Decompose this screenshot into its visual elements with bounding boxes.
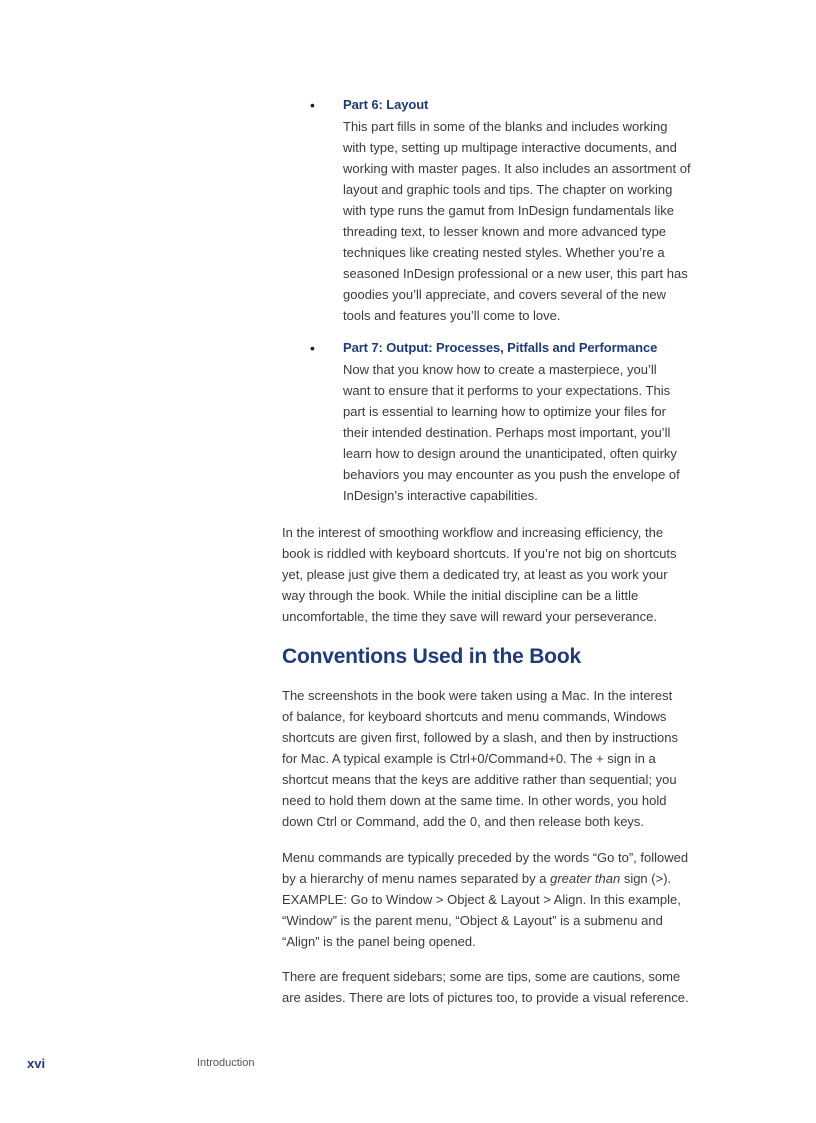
running-footer: Introduction: [197, 1057, 255, 1069]
section-heading: Conventions Used in the Book: [282, 645, 581, 668]
bullet-title: Part 7: Output: Processes, Pitfalls and Performance: [343, 340, 658, 355]
bullet-body: This part fills in some of the blanks and includes working with type, setting up multipage interactive documents, and working with master pages. It also includes an assortment of layout and graphic tools and tips. The chapter on working with type runs the gamut from InDesign fundamentals like threading text, to lesser known and more advanced type techniques like creating nested styles. Whether you’re a seasoned InDesign professional or a new user, this part has goodies you’ll appreciate, and covers several of the new tools and features you’ll come to love.: [343, 119, 691, 323]
conventions-paragraph-3: There are frequent sidebars; some are tips, some are cautions, some are asides. There are lots of pictures too, to provide a visual reference.: [282, 969, 689, 1005]
list-item: [310, 337, 700, 506]
intro-paragraph: In the interest of smoothing workflow and increasing efficiency, the book is riddled with keyboard shortcuts. If you’re not big on shortcuts yet, please just give them a dedicated try, at least as you work your way through the book. While the initial discipline can be a little uncomfortable, the time they save will reward your perseverance.: [282, 525, 677, 624]
para2-text-start: Menu commands are typically preceded by the words “Go to”, followed by a hierarchy of menu names separated by a: [282, 850, 689, 886]
bullet-body: Now that you know how to create a masterpiece, you’ll want to ensure that it performs to your expectations. This part is essential to learning how to optimize your files for their intended destination. Perhaps most important, you’ll learn how to design around the unanticipated, often quirky behaviors you may encounter as you push the envelope of InDesign’s interactive capabilities.: [343, 362, 680, 503]
page-number: xvi: [27, 1056, 46, 1071]
list-item: [310, 94, 700, 326]
bullet-icon: •: [310, 340, 315, 356]
para2-text-end: sign (>). EXAMPLE: Go to Window > Object & Layout > Align. In this example, “Window” is the parent menu, “Object & Layout” is a submenu and “Align” is the panel being opened.: [282, 871, 681, 949]
bullet-list: [310, 94, 700, 517]
bullet-title: Part 6: Layout: [343, 97, 429, 112]
para2-emphasis: greater than: [550, 871, 621, 886]
conventions-paragraph-2: [282, 847, 702, 952]
bullet-icon: •: [310, 97, 315, 113]
conventions-paragraph-1: The screenshots in the book were taken using a Mac. In the interest of balance, for keyboard shortcuts and menu commands, Windows shortcuts are given first, followed by a slash, and then by instructions for Mac. A typical example is Ctrl+0/Command+0. The + sign in a shortcut means that the keys are additive rather than sequential; you need to hold them down at the same time. In other words, you hold down Ctrl or Command, add the 0, and then release both keys.: [282, 688, 678, 829]
